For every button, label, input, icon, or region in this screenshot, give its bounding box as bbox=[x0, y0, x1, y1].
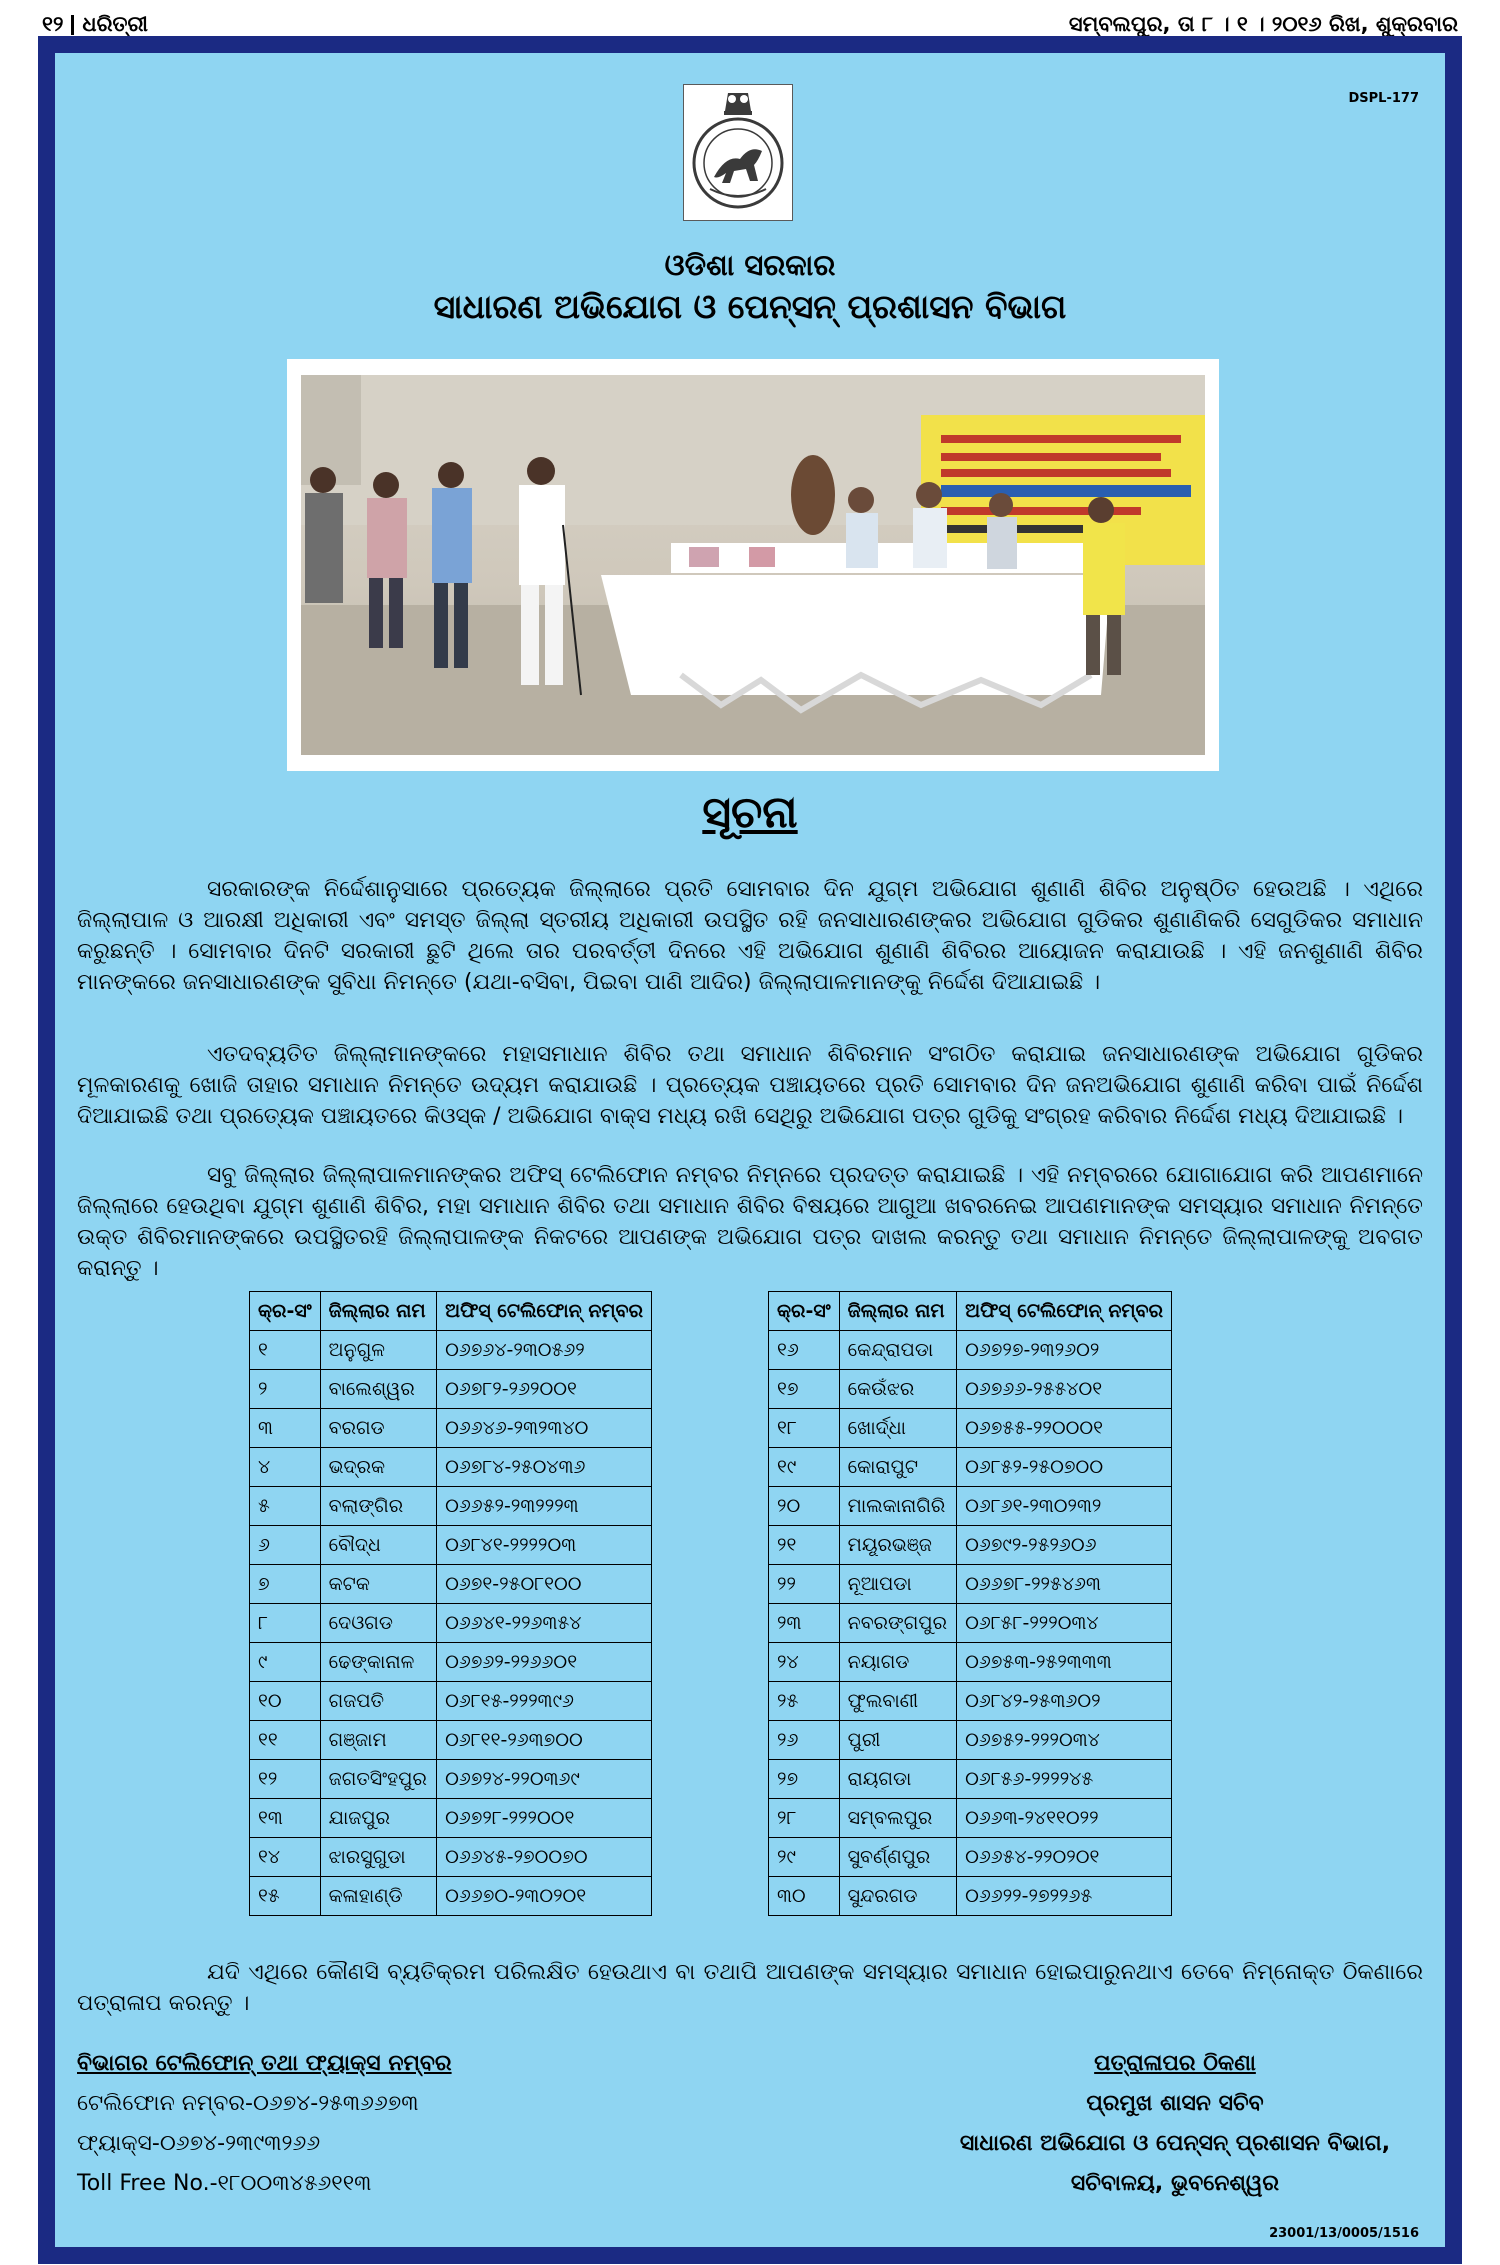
toll-free-number: Toll Free No.-୧୮୦୦୩୪୫୬୧୧୩ bbox=[77, 2171, 372, 2196]
cell-phone: ୦୬୭୮୨-୨୬୨୦୦୧ bbox=[437, 1370, 652, 1409]
masthead bbox=[42, 12, 1458, 34]
cell-district: ସୁନ୍ଦରଗଡ bbox=[839, 1877, 956, 1916]
table-row bbox=[769, 1799, 1172, 1838]
header-serial: କ୍ର-ସଂ bbox=[769, 1292, 840, 1331]
cell-phone: ୦୬୭୯୨-୨୫୨୬୦୬ bbox=[957, 1526, 1172, 1565]
odisha-emblem bbox=[683, 84, 793, 221]
cell-phone: ୦୬୬୪୫-୨୭୦୦୭୦ bbox=[437, 1838, 652, 1877]
paragraph-3-text: ସବୁ ଜିଲ୍ଲାର ଜିଲ୍ଲାପାଳମାନଙ୍କର ଅଫିସ୍ ଟେଲିଫୋନ ନମ୍ବର ନିମ୍ନରେ ପ୍ରଦତ୍ତ କରାଯାଇଛି । ଏହି ନମ୍ବରରେ ଯୋଗାଯୋଗ କରି ଆପଣମାନେ ଜିଲ୍ଲାରେ ହେଉଥିବା ଯୁଗ୍ମ ଶୁଣାଣି ଶିବିର, ମହା ସମାଧାନ ଶିବିର ତଥା ସମାଧାନ ଶିବିର ବିଷୟରେ ଆଗୁଆ ଖବରନେଇ ଆପଣମାନଙ୍କ ସମସ୍ୟାର ସମାଧାନ ନିମନ୍ତେ ଉକ୍ତ ଶିବିରମାନଙ୍କରେ ଉପସ୍ଥିତରହି ଜିଲ୍ଲାପାଳଙ୍କ ନିକଟରେ ଆପଣଙ୍କ ଅଭିଯୋଗ ପତ୍ର ଦାଖଲ କରନ୍ତୁ ତଥା ସମାଧାନ ନିମନ୍ତେ ଜିଲ୍ଲାପାଳଙ୍କୁ ଅବଗତ କରାନ୍ତୁ । bbox=[77, 1163, 1423, 1281]
address-heading: ପତ୍ରାଳାପର ଠିକଣା bbox=[1094, 2051, 1256, 2076]
table-row bbox=[769, 1721, 1172, 1760]
paragraph-2-text: ଏତଦବ୍ୟତିତ ଜିଲ୍ଲାମାନଙ୍କରେ ମହାସମାଧାନ ଶିବିର ତଥା ସମାଧାନ ଶିବିରମାନ ସଂଗଠିତ କରାଯାଇ ଜନସାଧାରଣଙ୍କ ଅଭିଯୋଗ ଗୁଡିକର ମୂଳକାରଣକୁ ଖୋଜି ତାହାର ସମାଧାନ ନିମନ୍ତେ ଉଦ୍ୟମ କରାଯାଉଛି । ପ୍ରତ୍ୟେକ ପଞ୍ଚାୟତରେ ପ୍ରତି ସୋମବାର ଦିନ ଜନଅଭିଯୋଗ ଶୁଣାଣି କରିବା ପାଇଁ ନିର୍ଦ୍ଦେଶ ଦିଆଯାଇଛି ତଥା ପ୍ରତ୍ୟେକ ପଞ୍ଚାୟତରେ କିଓସ୍କ / ଅଭିଯୋଗ ବାକ୍ସ ମଧ୍ୟ ରଖି ସେଥିରୁ ଅଭିଯୋଗ ପତ୍ର ଗୁଡିକୁ ସଂଗ୍ରହ କରିବାର ନିର୍ଦ୍ଦେଶ ମଧ୍ୟ ଦିଆଯାଇଛି । bbox=[77, 1042, 1423, 1129]
cell-district: ବରଗଡ bbox=[320, 1409, 436, 1448]
cell-phone: ୦୬୬୭୦-୨୩୦୨୦୧ bbox=[437, 1877, 652, 1916]
cell-phone: ୦୬୭୧-୨୫୦୮୧୦୦ bbox=[437, 1565, 652, 1604]
cell-district: ନୟାଗଡ bbox=[839, 1643, 956, 1682]
cell-serial: ୨୫ bbox=[769, 1682, 840, 1721]
masthead-divider bbox=[71, 15, 74, 35]
cell-district: ବୌଦ୍ଧ bbox=[320, 1526, 436, 1565]
notice-paragraph-1 bbox=[77, 874, 1423, 998]
table-row bbox=[769, 1409, 1172, 1448]
cell-district: ଢେଙ୍କାନାଳ bbox=[320, 1643, 436, 1682]
table-header-row bbox=[769, 1292, 1172, 1331]
district-phone-table-right bbox=[768, 1291, 1172, 1916]
cell-serial: ୨୬ bbox=[769, 1721, 840, 1760]
dateline: ସମ୍ବଲପୁର, ତା ୮ । ୧ । ୨୦୧୬ ରିଖ, ଶୁକ୍ରବାର bbox=[1068, 12, 1458, 36]
address-line-1: ସାଧାରଣ ଅଭିଯୋଗ ଓ ପେନ୍‌ସନ୍ ପ୍ରଶାସନ ବିଭାଗ, bbox=[959, 2131, 1391, 2156]
photo-scene bbox=[301, 375, 1205, 755]
notice-paragraph-4 bbox=[77, 1957, 1423, 2019]
table-row bbox=[769, 1565, 1172, 1604]
cell-serial: ୧୭ bbox=[769, 1370, 840, 1409]
cell-district: ଭଦ୍ରକ bbox=[320, 1448, 436, 1487]
government-name: ଓଡିଶା ସରକାର bbox=[664, 248, 836, 282]
advertisement-frame bbox=[38, 36, 1462, 2264]
table-row bbox=[250, 1331, 652, 1370]
cell-phone: ୦୬୭୮୪-୨୫୦୪୩୬ bbox=[437, 1448, 652, 1487]
district-phone-table-left bbox=[249, 1291, 652, 1916]
ad-code-bottom: 23001/13/0005/1516 bbox=[1269, 2226, 1419, 2241]
cell-phone: ୦୬୬୫୪-୨୨୦୨୦୧ bbox=[957, 1838, 1172, 1877]
advertisement-panel bbox=[55, 53, 1445, 2247]
grievance-camp-photo bbox=[287, 359, 1219, 771]
cell-district: ରାୟଗଡା bbox=[839, 1760, 956, 1799]
cell-district: ଜଗତସିଂହପୁର bbox=[320, 1760, 436, 1799]
cell-phone: ୦୬୭୫୩-୨୫୨୩୩୩ bbox=[957, 1643, 1172, 1682]
table-row bbox=[250, 1409, 652, 1448]
cell-phone: ୦୬୬୪୬-୨୩୨୩୪୦ bbox=[437, 1409, 652, 1448]
newspaper-name: ଧରିତ୍ରୀ bbox=[82, 12, 149, 36]
cell-district: କେଉଁଝର bbox=[839, 1370, 956, 1409]
department-name: ସାଧାରଣ ଅଭିଯୋଗ ଓ ପେନ୍‌ସନ୍ ପ୍ରଶାସନ ବିଭାଗ bbox=[433, 287, 1067, 326]
table-row bbox=[250, 1604, 652, 1643]
cell-district: ଗଜପତି bbox=[320, 1682, 436, 1721]
cell-district: କୋରାପୁଟ bbox=[839, 1448, 956, 1487]
photo-illustration bbox=[301, 375, 1205, 755]
cell-district: କଟକ bbox=[320, 1565, 436, 1604]
table-row bbox=[769, 1448, 1172, 1487]
notice-paragraph-3 bbox=[77, 1160, 1423, 1284]
table-row bbox=[250, 1448, 652, 1487]
table-body bbox=[250, 1331, 652, 1916]
cell-phone: ୦୬୭୨୪-୨୨୦୩୬୯ bbox=[437, 1760, 652, 1799]
cell-phone: ୦୬୬୩-୨୪୧୧୦୨୨ bbox=[957, 1799, 1172, 1838]
header-phone: ଅଫିସ୍ ଟେଲିଫୋନ୍ ନମ୍ବର bbox=[437, 1292, 652, 1331]
cell-phone: ୦୬୭୫୫-୨୨୦୦୦୧ bbox=[957, 1409, 1172, 1448]
cell-district: ଯାଜପୁର bbox=[320, 1799, 436, 1838]
table-row bbox=[250, 1877, 652, 1916]
cell-serial: ୧ bbox=[250, 1331, 321, 1370]
table-row bbox=[250, 1682, 652, 1721]
cell-phone: ୦୬୬୨୨-୨୭୨୨୬୫ bbox=[957, 1877, 1172, 1916]
cell-serial: ୧୧ bbox=[250, 1721, 321, 1760]
cell-phone: ୦୬୭୨୮-୨୨୨୦୦୧ bbox=[437, 1799, 652, 1838]
telephone-number: ଟେଲିଫୋନ ନମ୍ବର-୦୬୭୪-୨୫୩୬୬୭୩ bbox=[77, 2091, 419, 2116]
paragraph-4-text: ଯଦି ଏଥିରେ କୌଣସି ବ୍ୟତିକ୍ରମ ପରିଲକ୍ଷିତ ହେଉଥାଏ ବା ତଥାପି ଆପଣଙ୍କ ସମସ୍ୟାର ସମାଧାନ ହୋଇପାରୁନଥାଏ ତେବେ ନିମ୍ନୋକ୍ତ ଠିକଣାରେ ପତ୍ରାଳାପ କରନ୍ତୁ । bbox=[77, 1960, 1423, 2016]
table-row bbox=[250, 1799, 652, 1838]
cell-serial: ୨୩ bbox=[769, 1604, 840, 1643]
cell-serial: ୧୦ bbox=[250, 1682, 321, 1721]
table-row bbox=[769, 1604, 1172, 1643]
contact-heading: ବିଭାଗର ଟେଲିଫୋନ୍ ତଥା ଫ୍ୟାକ୍ସ ନମ୍ବର bbox=[77, 2051, 452, 2076]
cell-district: ଫୁଲବାଣୀ bbox=[839, 1682, 956, 1721]
cell-serial: ୫ bbox=[250, 1487, 321, 1526]
cell-district: ବାଲେଶ୍ୱର bbox=[320, 1370, 436, 1409]
cell-district: ମାଲକାନାଗିରି bbox=[839, 1487, 956, 1526]
cell-serial: ୧୩ bbox=[250, 1799, 321, 1838]
cell-phone: ୦୬୭୬୬-୨୫୫୪୦୧ bbox=[957, 1370, 1172, 1409]
table-row bbox=[769, 1838, 1172, 1877]
cell-serial: ୨ bbox=[250, 1370, 321, 1409]
table-row bbox=[769, 1331, 1172, 1370]
table-header-row bbox=[250, 1292, 652, 1331]
cell-district: ଗଞ୍ଜାମ bbox=[320, 1721, 436, 1760]
page-number: ୧୨ bbox=[42, 12, 64, 36]
header-phone: ଅଫିସ୍ ଟେଲିଫୋନ୍ ନମ୍ବର bbox=[957, 1292, 1172, 1331]
cell-serial: ୨୯ bbox=[769, 1838, 840, 1877]
cell-district: କଳାହାଣ୍ଡି bbox=[320, 1877, 436, 1916]
cell-phone: ୦୬୮୪୨-୨୫୩୬୦୨ bbox=[957, 1682, 1172, 1721]
cell-serial: ୧୬ bbox=[769, 1331, 840, 1370]
cell-phone: ୦୬୮୪୧-୨୨୨୨୦୩ bbox=[437, 1526, 652, 1565]
cell-phone: ୦୬୮୫୬-୨୨୨୨୪୫ bbox=[957, 1760, 1172, 1799]
header-district: ଜିଲ୍ଲାର ନାମ bbox=[320, 1292, 436, 1331]
table-row bbox=[250, 1721, 652, 1760]
table-row bbox=[769, 1877, 1172, 1916]
correspondence-address-block bbox=[935, 2044, 1415, 2204]
cell-phone: ୦୬୮୧୫-୨୨୨୩୯୬ bbox=[437, 1682, 652, 1721]
cell-serial: ୨୮ bbox=[769, 1799, 840, 1838]
table-header bbox=[250, 1292, 652, 1331]
department-contact-block bbox=[77, 2044, 452, 2204]
table-body bbox=[769, 1331, 1172, 1916]
table-row bbox=[250, 1370, 652, 1409]
cell-phone: ୦୬୬୪୧-୨୨୬୩୫୪ bbox=[437, 1604, 652, 1643]
address-line-2: ସଚିବାଳୟ, ଭୁବନେଶ୍ୱର bbox=[1070, 2171, 1280, 2196]
cell-serial: ୩୦ bbox=[769, 1877, 840, 1916]
table-row bbox=[769, 1526, 1172, 1565]
cell-phone: ୦୬୬୫୨-୨୩୨୨୨୩ bbox=[437, 1487, 652, 1526]
table-header bbox=[769, 1292, 1172, 1331]
cell-phone: ୦୬୮୬୧-୨୩୦୨୩୨ bbox=[957, 1487, 1172, 1526]
cell-serial: ୬ bbox=[250, 1526, 321, 1565]
table-row bbox=[250, 1643, 652, 1682]
cell-serial: ୨୧ bbox=[769, 1526, 840, 1565]
paragraph-1-text: ସରକାରଙ୍କ ନିର୍ଦ୍ଦେଶାନୁସାରେ ପ୍ରତ୍ୟେକ ଜିଲ୍ଲାରେ ପ୍ରତି ସୋମବାର ଦିନ ଯୁଗ୍ମ ଅଭିଯୋଗ ଶୁଣାଣି ଶିବିର ଅନୁଷ୍ଠିତ ହେଉଅଛି । ଏଥିରେ ଜିଲ୍ଲାପାଳ ଓ ଆରକ୍ଷୀ ଅଧିକାରୀ ଏବଂ ସମସ୍ତ ଜିଲ୍ଲା ସ୍ତରୀୟ ଅଧିକାରୀ ଉପସ୍ଥିତ ରହି ଜନସାଧାରଣଙ୍କର ଅଭିଯୋଗ ଗୁଡିକର ଶୁଣାଣିକରି ସେଗୁଡିକର ସମାଧାନ କରୁଛନ୍ତି । ସୋମବାର ଦିନଟି ସରକାରୀ ଛୁଟି ଥିଲେ ତାର ପରବର୍ତ୍ତୀ ଦିନରେ ଏହି ଅଭିଯୋଗ ଶୁଣାଣି ଶିବିରର ଆୟୋଜନ କରାଯାଉଛି । ଏହି ଜନଶୁଣାଣି ଶିବିର ମାନଙ୍କରେ ଜନସାଧାରଣଙ୍କ ସୁବିଧା ନିମନ୍ତେ (ଯଥା-ବସିବା, ପିଇବା ପାଣି ଆଦିର) ଜିଲ୍ଲାପାଳମାନଙ୍କୁ ନିର୍ଦ୍ଦେଶ ଦିଆଯାଇଛି । bbox=[77, 877, 1423, 995]
cell-serial: ୧୪ bbox=[250, 1838, 321, 1877]
cell-serial: ୩ bbox=[250, 1409, 321, 1448]
cell-serial: ୮ bbox=[250, 1604, 321, 1643]
notice-title: ସୂଚନା bbox=[702, 787, 798, 838]
cell-serial: ୨୪ bbox=[769, 1643, 840, 1682]
cell-serial: ୧୫ bbox=[250, 1877, 321, 1916]
cell-district: ଖୋର୍ଦ୍ଧା bbox=[839, 1409, 956, 1448]
cell-phone: ୦୬୭୬୪-୨୩୦୫୬୨ bbox=[437, 1331, 652, 1370]
table-row bbox=[769, 1643, 1172, 1682]
cell-phone: ୦୬୭୬୨-୨୨୬୬୦୧ bbox=[437, 1643, 652, 1682]
cell-district: ଅନୁଗୁଳ bbox=[320, 1331, 436, 1370]
cell-serial: ୯ bbox=[250, 1643, 321, 1682]
table-row bbox=[769, 1682, 1172, 1721]
cell-district: ପୁରୀ bbox=[839, 1721, 956, 1760]
cell-serial: ୨୦ bbox=[769, 1487, 840, 1526]
table-row bbox=[769, 1370, 1172, 1409]
cell-phone: ୦୬୮୫୮-୨୨୨୦୩୪ bbox=[957, 1604, 1172, 1643]
cell-district: ମୟୂରଭଞ୍ଜ bbox=[839, 1526, 956, 1565]
cell-district: ସମ୍ବଲପୁର bbox=[839, 1799, 956, 1838]
addressee: ପ୍ରମୁଖ ଶାସନ ସଚିବ bbox=[1086, 2091, 1264, 2116]
cell-phone: ୦୬୭୫୨-୨୨୨୦୩୪ bbox=[957, 1721, 1172, 1760]
cell-district: ନବରଙ୍ଗପୁର bbox=[839, 1604, 956, 1643]
table-row bbox=[250, 1487, 652, 1526]
cell-serial: ୧୯ bbox=[769, 1448, 840, 1487]
table-row bbox=[250, 1565, 652, 1604]
cell-district: କେନ୍ଦ୍ରାପଡା bbox=[839, 1331, 956, 1370]
cell-district: ଦେଓଗଡ bbox=[320, 1604, 436, 1643]
ad-code-top: DSPL-177 bbox=[1348, 91, 1419, 106]
table-row bbox=[250, 1760, 652, 1799]
table-row bbox=[250, 1838, 652, 1877]
cell-district: ଝାରସୁଗୁଡା bbox=[320, 1838, 436, 1877]
cell-phone: ୦୬୬୭୮-୨୨୫୪୬୩ bbox=[957, 1565, 1172, 1604]
cell-phone: ୦୬୭୨୭-୨୩୨୬୦୨ bbox=[957, 1331, 1172, 1370]
table-row bbox=[250, 1526, 652, 1565]
table-row bbox=[769, 1760, 1172, 1799]
masthead-left bbox=[42, 12, 148, 37]
table-row bbox=[769, 1487, 1172, 1526]
emblem-graphic bbox=[684, 85, 792, 220]
cell-phone: ୦୬୮୧୧-୨୬୩୭୦୦ bbox=[437, 1721, 652, 1760]
header-district: ଜିଲ୍ଲାର ନାମ bbox=[839, 1292, 956, 1331]
cell-district: ବଲାଙ୍ଗିର bbox=[320, 1487, 436, 1526]
cell-serial: ୨୭ bbox=[769, 1760, 840, 1799]
header-serial: କ୍ର-ସଂ bbox=[250, 1292, 321, 1331]
notice-paragraph-2 bbox=[77, 1039, 1423, 1132]
cell-district: ନୂଆପଡା bbox=[839, 1565, 956, 1604]
cell-district: ସୁବର୍ଣ୍ଣପୁର bbox=[839, 1838, 956, 1877]
cell-serial: ୭ bbox=[250, 1565, 321, 1604]
cell-phone: ୦୬୮୫୨-୨୫୦୭୦୦ bbox=[957, 1448, 1172, 1487]
cell-serial: ୪ bbox=[250, 1448, 321, 1487]
cell-serial: ୧୨ bbox=[250, 1760, 321, 1799]
cell-serial: ୧୮ bbox=[769, 1409, 840, 1448]
fax-number: ଫ୍ୟାକ୍ସ-୦୬୭୪-୨୩୯୩୨୬୬ bbox=[77, 2131, 321, 2156]
cell-serial: ୨୨ bbox=[769, 1565, 840, 1604]
